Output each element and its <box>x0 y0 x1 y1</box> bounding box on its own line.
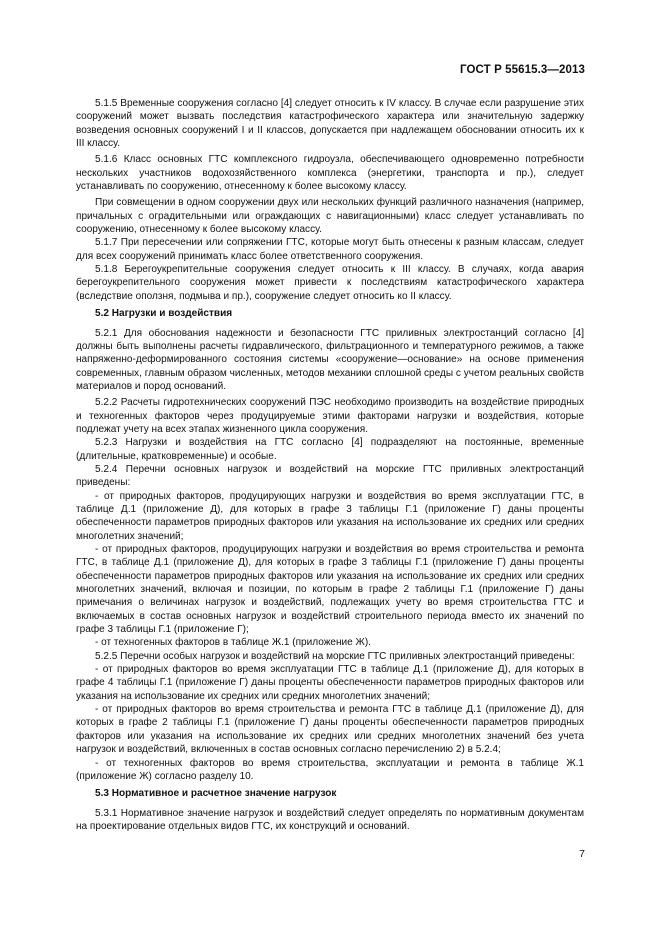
paragraph-5-2-3: 5.2.3 Нагрузки и воздействия на ГТС согласно [4] подразделяют на постоянные, временные (длительные, кратковременные) и особые. <box>76 437 584 462</box>
paragraph-5-1-7: 5.1.7 При пересечении или сопряжении ГТС, которые могут быть отнесены к разным классам, следует для всех сооружений принимать класс более ответственного сооружения. <box>76 237 584 262</box>
paragraph-5-3-1: 5.3.1 Нормативное значение нагрузок и воздействий следует определять по нормативным документам на проектирование отдельных видов ГТС, их конструкций и оснований. <box>76 807 584 832</box>
section-heading-5-2: 5.2 Нагрузки и воздействия <box>95 308 233 320</box>
list-item: - от природных факторов, продуцирующих нагрузки и воздействия во время строительства и ремонта ГТС, в таблице Д.1 (приложение Д), для которых в графе 3 таблицы Г.1 (приложение Г) даны проценты обеспеченности параметров природных факторов или указания на использование их средних или средних многолетних значений, включая и позиции, по которым в графе 2 таблицы Г.1 (приложение Г) даны примечания о величинах нагрузок и воздействий, подлежащих учету во время строительства ГТС и включаемых в состав основных нагрузок и воздействий строительного периода вместо их значений по графе 3 таблицы Г.1 (приложение Г); <box>76 544 584 636</box>
list-item: - от техногенных факторов в таблице Ж.1 (приложение Ж). <box>95 637 371 649</box>
list-item: - от природных факторов во время строительства и ремонта ГТС в таблице Д.1 (приложение Д), для которых в графе 2 таблицы Г.1 (приложение Г) даны проценты обеспеченности параметров природных факторов или указания на использование их средних или средних многолетних значений без учета нагрузок и воздействий, включенных в состав основных согласно перечислению 2) в 5.2.4; <box>76 704 584 756</box>
section-heading-5-3: 5.3 Нормативное и расчетное значение нагрузок <box>95 788 337 800</box>
paragraph-5-1-6: 5.1.6 Класс основных ГТС комплексного гидроузла, обеспечивающего одновременно потребности нескольких участников водохозяйственного комплекса (энергетики, транспорта и пр.), следует устанавливать по сооружению, отнесенному к более высокому классу. <box>76 154 584 193</box>
paragraph-5-2-2: 5.2.2 Расчеты гидротехнических сооружений ПЭС необходимо производить на воздействие природных и техногенных факторов через продуцируемые этими факторами нагрузки и воздействия, которые подлежат учету на всех этапах жизненного цикла сооружения. <box>76 397 584 435</box>
page-number: 7 <box>579 848 585 860</box>
paragraph-5-1-8: 5.1.8 Берегоукрепительные сооружения следует относить к III классу. В случаях, когда авария берегоукрепительного сооружения может привести к последствиям катастрофического характера (вследствие оползня, подмыва и пр.), сооружение следует относить ко II классу. <box>76 264 584 302</box>
list-item: - от природных факторов, продуцирующих нагрузки и воздействия во время эксплуатации ГТС, в таблице Д.1 (приложение Д), для которых в графе 3 таблицы Г.1 (приложение Г) даны проценты обеспеченности параметров природных факторов или указания на использование их средних или средних многолетних значений; <box>76 490 584 542</box>
paragraph-5-2-5: 5.2.5 Перечни особых нагрузок и воздействий на морские ГТС приливных электростанций приведены: <box>95 650 575 662</box>
paragraph-5-2-1: 5.2.1 Для обоснования надежности и безопасности ГТС приливных электростанций согласно [4] должны быть выполнены расчеты гидравлического, фильтрационного и температурного режимов, а также напряженно-деформированного состояния системы «сооружение—основание» на основе применения современных, главным образом численных, методов механики сплошной среды с учетом реальных свойств материалов и пород оснований. <box>76 327 584 392</box>
paragraph-5-2-4: 5.2.4 Перечни основных нагрузок и воздействий на морские ГТС приливных электростанций приведены: <box>76 463 584 489</box>
list-item: - от природных факторов во время эксплуатации ГТС в таблице Д.1 (приложение Д), для которых в графе 4 таблицы Г.1 (приложение Г) даны проценты обеспеченности параметров природных факторов или указания на использование их средних или средних многолетних значений; <box>76 664 584 702</box>
list-item: - от техногенных факторов во время строительства, эксплуатации и ремонта в таблице Ж.1 (приложение Ж) согласно разделу 10. <box>76 757 584 782</box>
paragraph-combined-functions: При совмещении в одном сооружении двух или нескольких функций различного назначения (например, причальных с оградительными или ограждающих с навигационными) класс следует устанавливать по сооружению, отнесенному к более высокому классу. <box>76 197 584 236</box>
main-content <box>76 97 584 833</box>
document-code-header: ГОСТ Р 55615.3—2013 <box>460 64 585 76</box>
paragraph-5-1-5: 5.1.5 Временные сооружения согласно [4] следует относить к IV классу. В случае если разрушение этих сооружений может вызвать последствия катастрофического характера или значительную задержку возведения основных сооружений I и II классов, допускается при надлежащем обосновании относить их к III классу. <box>76 98 584 150</box>
